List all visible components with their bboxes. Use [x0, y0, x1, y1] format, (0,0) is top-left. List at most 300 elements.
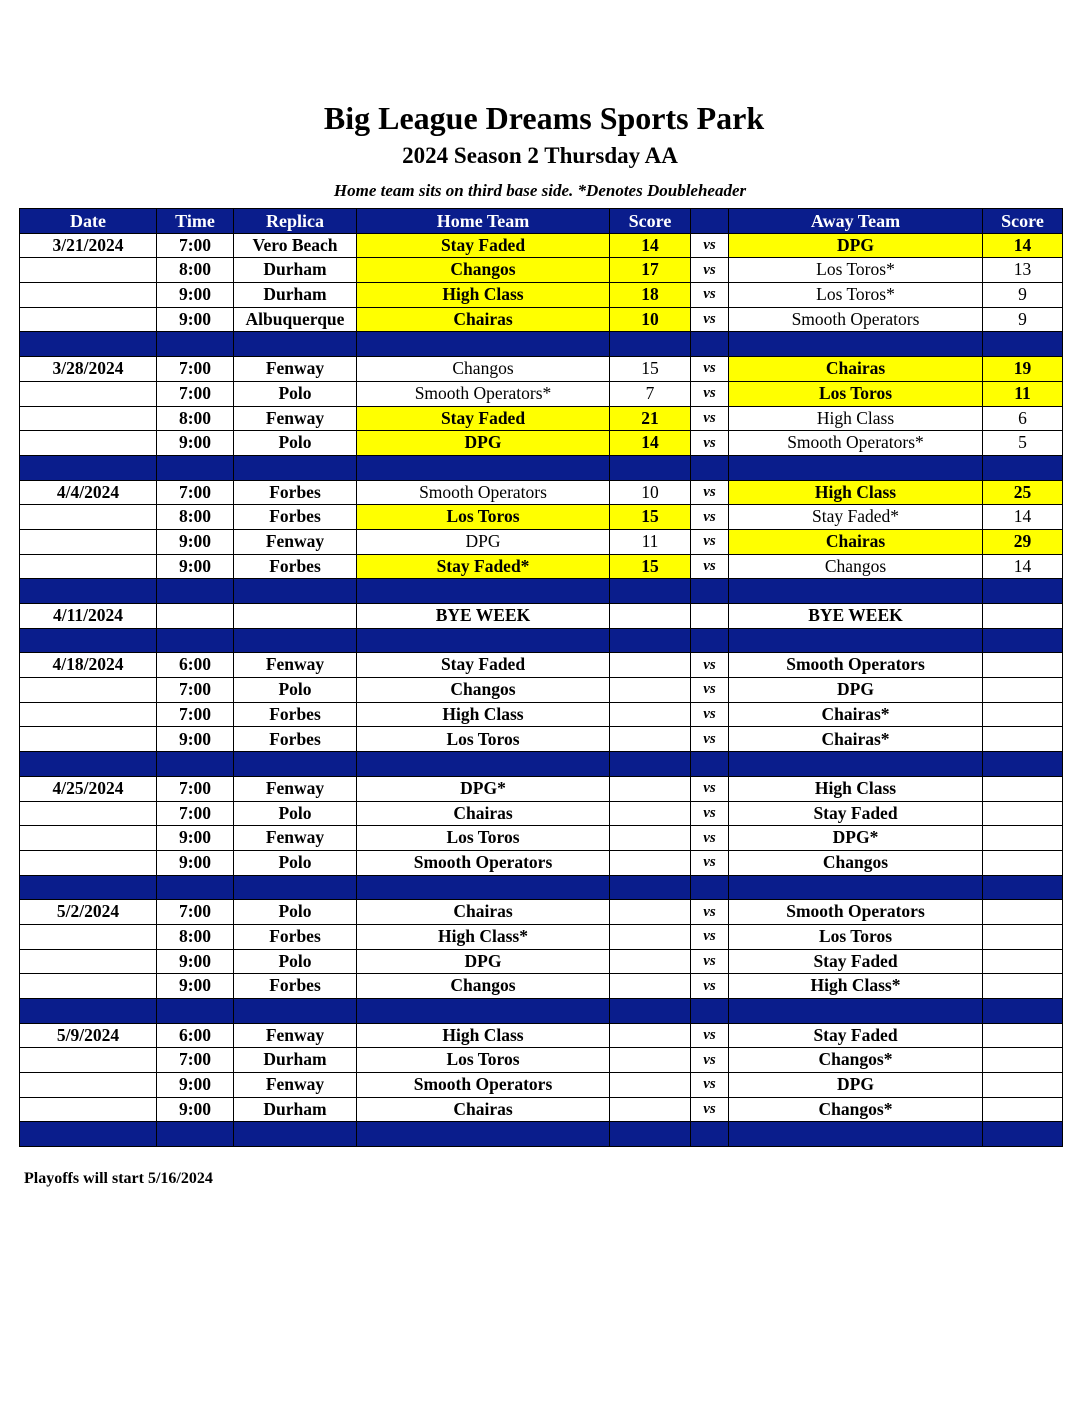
cell-replica: Fenway	[234, 529, 357, 554]
separator-cell	[20, 332, 157, 357]
cell-away: Chairas	[729, 529, 983, 554]
separator-cell	[357, 999, 610, 1024]
cell-away: Los Toros	[729, 381, 983, 406]
cell-home-score	[610, 702, 691, 727]
week-separator-row	[20, 455, 1063, 480]
cell-away-score: 25	[983, 480, 1063, 505]
playoffs-note: Playoffs will start 5/16/2024	[24, 1170, 213, 1187]
cell-home: BYE WEEK	[357, 604, 610, 629]
separator-cell	[729, 628, 983, 653]
table-row	[20, 1073, 1063, 1098]
cell-replica: Fenway	[234, 776, 357, 801]
cell-time: 7:00	[157, 233, 234, 258]
cell-home: Changos	[357, 258, 610, 283]
cell-vs: vs	[691, 974, 729, 999]
cell-time: 9:00	[157, 850, 234, 875]
cell-time: 9:00	[157, 283, 234, 308]
cell-vs: vs	[691, 900, 729, 925]
cell-date	[20, 307, 157, 332]
separator-cell	[729, 999, 983, 1024]
cell-away-score: 6	[983, 406, 1063, 431]
cell-time: 6:00	[157, 1023, 234, 1048]
separator-cell	[20, 999, 157, 1024]
separator-cell	[691, 999, 729, 1024]
cell-away-score	[983, 924, 1063, 949]
table-row	[20, 604, 1063, 629]
cell-away-score: 5	[983, 431, 1063, 456]
separator-cell	[610, 628, 691, 653]
cell-time: 7:00	[157, 678, 234, 703]
cell-replica: Durham	[234, 258, 357, 283]
separator-cell	[691, 1122, 729, 1147]
week-separator-row	[20, 332, 1063, 357]
separator-cell	[729, 1122, 983, 1147]
cell-date	[20, 431, 157, 456]
cell-replica: Vero Beach	[234, 233, 357, 258]
cell-replica: Polo	[234, 900, 357, 925]
table-row	[20, 307, 1063, 332]
cell-away-score: 19	[983, 357, 1063, 382]
cell-time: 9:00	[157, 949, 234, 974]
cell-date: 3/28/2024	[20, 357, 157, 382]
cell-home-score	[610, 727, 691, 752]
separator-cell	[610, 455, 691, 480]
cell-vs: vs	[691, 529, 729, 554]
cell-date	[20, 529, 157, 554]
cell-date	[20, 974, 157, 999]
cell-home: DPG	[357, 431, 610, 456]
separator-cell	[234, 875, 357, 900]
separator-cell	[234, 579, 357, 604]
table-row	[20, 801, 1063, 826]
cell-vs: vs	[691, 307, 729, 332]
separator-cell	[729, 455, 983, 480]
cell-away-score	[983, 826, 1063, 851]
separator-cell	[20, 579, 157, 604]
cell-away: DPG*	[729, 826, 983, 851]
cell-date	[20, 283, 157, 308]
cell-home-score	[610, 801, 691, 826]
cell-time: 8:00	[157, 924, 234, 949]
cell-home-score: 10	[610, 480, 691, 505]
cell-away-score: 13	[983, 258, 1063, 283]
page-title: Big League Dreams Sports Park	[323, 100, 765, 136]
cell-vs: vs	[691, 702, 729, 727]
separator-cell	[357, 628, 610, 653]
cell-vs: vs	[691, 381, 729, 406]
table-row	[20, 678, 1063, 703]
cell-replica: Durham	[234, 1097, 357, 1122]
separator-cell	[234, 455, 357, 480]
cell-home-score	[610, 776, 691, 801]
cell-home-score	[610, 850, 691, 875]
separator-cell	[691, 875, 729, 900]
separator-cell	[691, 579, 729, 604]
cell-vs	[691, 604, 729, 629]
separator-cell	[983, 752, 1063, 777]
separator-cell	[157, 752, 234, 777]
separator-cell	[357, 455, 610, 480]
cell-home-score: 17	[610, 258, 691, 283]
cell-replica: Forbes	[234, 974, 357, 999]
separator-cell	[234, 332, 357, 357]
cell-home-score	[610, 1048, 691, 1073]
separator-cell	[157, 999, 234, 1024]
separator-cell	[983, 455, 1063, 480]
cell-home: Stay Faded*	[357, 554, 610, 579]
table-row	[20, 924, 1063, 949]
cell-replica: Fenway	[234, 1073, 357, 1098]
separator-cell	[20, 628, 157, 653]
cell-away: DPG	[729, 1073, 983, 1098]
separator-cell	[610, 752, 691, 777]
cell-away: Chairas*	[729, 702, 983, 727]
cell-away: Chairas	[729, 357, 983, 382]
cell-home: Stay Faded	[357, 233, 610, 258]
cell-date	[20, 826, 157, 851]
cell-home-score	[610, 653, 691, 678]
cell-home-score	[610, 1097, 691, 1122]
separator-cell	[610, 875, 691, 900]
schedule-body	[20, 233, 1063, 1146]
cell-home: High Class	[357, 1023, 610, 1048]
cell-away: High Class	[729, 406, 983, 431]
cell-away-score: 9	[983, 307, 1063, 332]
cell-vs: vs	[691, 406, 729, 431]
cell-away-score	[983, 1097, 1063, 1122]
cell-home: Chairas	[357, 1097, 610, 1122]
cell-home: Chairas	[357, 900, 610, 925]
col-header-vs	[691, 209, 729, 234]
separator-cell	[357, 332, 610, 357]
cell-away: High Class*	[729, 974, 983, 999]
week-separator-row	[20, 1122, 1063, 1147]
cell-replica: Durham	[234, 283, 357, 308]
cell-vs: vs	[691, 554, 729, 579]
separator-cell	[357, 1122, 610, 1147]
cell-vs: vs	[691, 801, 729, 826]
cell-home-score: 10	[610, 307, 691, 332]
cell-replica: Fenway	[234, 357, 357, 382]
table-row	[20, 826, 1063, 851]
separator-cell	[357, 752, 610, 777]
cell-date	[20, 1073, 157, 1098]
cell-vs: vs	[691, 357, 729, 382]
week-separator-row	[20, 579, 1063, 604]
cell-replica: Polo	[234, 431, 357, 456]
cell-date: 4/4/2024	[20, 480, 157, 505]
cell-away: Smooth Operators	[729, 307, 983, 332]
cell-replica	[234, 604, 357, 629]
cell-home-score	[610, 604, 691, 629]
table-row	[20, 702, 1063, 727]
separator-cell	[983, 579, 1063, 604]
cell-home: DPG*	[357, 776, 610, 801]
separator-cell	[20, 455, 157, 480]
cell-away-score: 14	[983, 505, 1063, 530]
cell-time: 9:00	[157, 529, 234, 554]
cell-home: Smooth Operators	[357, 850, 610, 875]
cell-time: 8:00	[157, 505, 234, 530]
cell-time: 9:00	[157, 1073, 234, 1098]
cell-date	[20, 678, 157, 703]
cell-replica: Forbes	[234, 480, 357, 505]
cell-away: Los Toros	[729, 924, 983, 949]
table-row	[20, 776, 1063, 801]
table-row	[20, 431, 1063, 456]
cell-vs: vs	[691, 1023, 729, 1048]
separator-cell	[729, 579, 983, 604]
separator-cell	[983, 628, 1063, 653]
cell-home: Smooth Operators*	[357, 381, 610, 406]
separator-cell	[234, 628, 357, 653]
cell-away: Stay Faded	[729, 949, 983, 974]
cell-away-score	[983, 1023, 1063, 1048]
table-row	[20, 850, 1063, 875]
table-row	[20, 480, 1063, 505]
cell-away-score: 29	[983, 529, 1063, 554]
cell-away-score: 11	[983, 381, 1063, 406]
separator-cell	[234, 752, 357, 777]
cell-home-score: 14	[610, 431, 691, 456]
cell-vs: vs	[691, 653, 729, 678]
cell-vs: vs	[691, 258, 729, 283]
separator-cell	[157, 579, 234, 604]
cell-home: Changos	[357, 357, 610, 382]
cell-vs: vs	[691, 678, 729, 703]
cell-replica: Fenway	[234, 826, 357, 851]
cell-time: 9:00	[157, 1097, 234, 1122]
cell-home-score: 21	[610, 406, 691, 431]
table-row	[20, 283, 1063, 308]
week-separator-row	[20, 628, 1063, 653]
cell-time: 7:00	[157, 702, 234, 727]
cell-away-score: 14	[983, 554, 1063, 579]
cell-away: BYE WEEK	[729, 604, 983, 629]
separator-cell	[157, 332, 234, 357]
separator-cell	[20, 1122, 157, 1147]
cell-date	[20, 258, 157, 283]
cell-home: Los Toros	[357, 1048, 610, 1073]
cell-vs: vs	[691, 1097, 729, 1122]
table-row	[20, 727, 1063, 752]
cell-replica: Forbes	[234, 727, 357, 752]
cell-home: Stay Faded	[357, 653, 610, 678]
table-row	[20, 505, 1063, 530]
cell-home: Los Toros	[357, 505, 610, 530]
cell-replica: Albuquerque	[234, 307, 357, 332]
cell-home: DPG	[357, 949, 610, 974]
cell-home: High Class*	[357, 924, 610, 949]
schedule-table	[19, 208, 1063, 1147]
cell-time: 7:00	[157, 900, 234, 925]
separator-cell	[983, 1122, 1063, 1147]
cell-home-score: 14	[610, 233, 691, 258]
schedule-note: Home team sits on third base side. *Denotes Doubleheader	[333, 181, 747, 200]
separator-cell	[983, 332, 1063, 357]
cell-vs: vs	[691, 826, 729, 851]
cell-home-score	[610, 1073, 691, 1098]
cell-away: Smooth Operators*	[729, 431, 983, 456]
cell-replica: Fenway	[234, 653, 357, 678]
cell-away-score	[983, 801, 1063, 826]
cell-away: Smooth Operators	[729, 653, 983, 678]
table-row	[20, 406, 1063, 431]
cell-home-score: 7	[610, 381, 691, 406]
cell-away: Changos	[729, 554, 983, 579]
cell-time: 9:00	[157, 727, 234, 752]
cell-time: 9:00	[157, 974, 234, 999]
cell-away-score	[983, 702, 1063, 727]
cell-home: Los Toros	[357, 826, 610, 851]
page-subtitle: 2024 Season 2 Thursday AA	[402, 143, 678, 168]
cell-replica: Durham	[234, 1048, 357, 1073]
cell-away: Stay Faded*	[729, 505, 983, 530]
cell-away-score	[983, 850, 1063, 875]
cell-time: 7:00	[157, 381, 234, 406]
cell-away-score	[983, 727, 1063, 752]
cell-date	[20, 1048, 157, 1073]
cell-away-score	[983, 1073, 1063, 1098]
cell-away: Stay Faded	[729, 801, 983, 826]
cell-home-score: 15	[610, 357, 691, 382]
cell-vs: vs	[691, 850, 729, 875]
col-header-home-score: Score	[610, 209, 691, 234]
cell-away-score	[983, 678, 1063, 703]
cell-home: Stay Faded	[357, 406, 610, 431]
cell-vs: vs	[691, 727, 729, 752]
cell-date	[20, 702, 157, 727]
cell-date: 4/18/2024	[20, 653, 157, 678]
cell-home-score	[610, 949, 691, 974]
cell-home-score: 15	[610, 505, 691, 530]
cell-away: DPG	[729, 233, 983, 258]
separator-cell	[691, 332, 729, 357]
week-separator-row	[20, 999, 1063, 1024]
cell-vs: vs	[691, 924, 729, 949]
table-row	[20, 357, 1063, 382]
cell-away: Los Toros*	[729, 283, 983, 308]
cell-time: 7:00	[157, 480, 234, 505]
cell-date	[20, 381, 157, 406]
cell-away: DPG	[729, 678, 983, 703]
cell-date	[20, 924, 157, 949]
cell-time: 8:00	[157, 406, 234, 431]
cell-away: High Class	[729, 480, 983, 505]
cell-home: Changos	[357, 974, 610, 999]
cell-home: High Class	[357, 283, 610, 308]
week-separator-row	[20, 875, 1063, 900]
cell-time: 9:00	[157, 307, 234, 332]
cell-home-score	[610, 900, 691, 925]
separator-cell	[157, 628, 234, 653]
cell-home: Smooth Operators	[357, 1073, 610, 1098]
separator-cell	[20, 875, 157, 900]
cell-vs: vs	[691, 1073, 729, 1098]
separator-cell	[20, 752, 157, 777]
cell-away: Stay Faded	[729, 1023, 983, 1048]
cell-replica: Polo	[234, 801, 357, 826]
table-row	[20, 529, 1063, 554]
cell-time: 7:00	[157, 1048, 234, 1073]
separator-cell	[234, 1122, 357, 1147]
cell-date	[20, 1097, 157, 1122]
cell-away: Changos*	[729, 1097, 983, 1122]
cell-date	[20, 801, 157, 826]
cell-date: 4/25/2024	[20, 776, 157, 801]
cell-home-score	[610, 974, 691, 999]
cell-home-score: 11	[610, 529, 691, 554]
table-row	[20, 1023, 1063, 1048]
cell-away-score	[983, 653, 1063, 678]
cell-date	[20, 406, 157, 431]
cell-date	[20, 505, 157, 530]
table-row	[20, 1097, 1063, 1122]
separator-cell	[610, 332, 691, 357]
cell-date: 4/11/2024	[20, 604, 157, 629]
table-row	[20, 900, 1063, 925]
cell-home: Los Toros	[357, 727, 610, 752]
cell-date	[20, 554, 157, 579]
separator-cell	[610, 1122, 691, 1147]
col-header-date: Date	[20, 209, 157, 234]
cell-replica: Fenway	[234, 1023, 357, 1048]
cell-away: Los Toros*	[729, 258, 983, 283]
separator-cell	[983, 875, 1063, 900]
cell-home: DPG	[357, 529, 610, 554]
cell-time: 9:00	[157, 431, 234, 456]
separator-cell	[234, 999, 357, 1024]
cell-replica: Polo	[234, 678, 357, 703]
cell-home-score	[610, 678, 691, 703]
table-row	[20, 653, 1063, 678]
cell-vs: vs	[691, 949, 729, 974]
col-header-time: Time	[157, 209, 234, 234]
cell-date: 5/2/2024	[20, 900, 157, 925]
cell-home-score	[610, 826, 691, 851]
separator-cell	[983, 999, 1063, 1024]
cell-home-score: 18	[610, 283, 691, 308]
separator-cell	[691, 455, 729, 480]
cell-home-score	[610, 924, 691, 949]
cell-replica: Fenway	[234, 406, 357, 431]
cell-date: 5/9/2024	[20, 1023, 157, 1048]
cell-away: Smooth Operators	[729, 900, 983, 925]
cell-date: 3/21/2024	[20, 233, 157, 258]
cell-away-score	[983, 974, 1063, 999]
table-row	[20, 974, 1063, 999]
cell-away-score	[983, 900, 1063, 925]
cell-time: 7:00	[157, 801, 234, 826]
cell-time: 9:00	[157, 826, 234, 851]
cell-vs: vs	[691, 776, 729, 801]
table-row	[20, 554, 1063, 579]
cell-home: Changos	[357, 678, 610, 703]
col-header-home-team: Home Team	[357, 209, 610, 234]
separator-cell	[691, 752, 729, 777]
cell-time: 8:00	[157, 258, 234, 283]
cell-replica: Forbes	[234, 505, 357, 530]
cell-home: Smooth Operators	[357, 480, 610, 505]
cell-home: High Class	[357, 702, 610, 727]
col-header-away-score: Score	[983, 209, 1063, 234]
cell-away-score: 9	[983, 283, 1063, 308]
week-separator-row	[20, 752, 1063, 777]
separator-cell	[157, 875, 234, 900]
cell-replica: Polo	[234, 850, 357, 875]
table-header-row	[20, 209, 1063, 234]
cell-time	[157, 604, 234, 629]
